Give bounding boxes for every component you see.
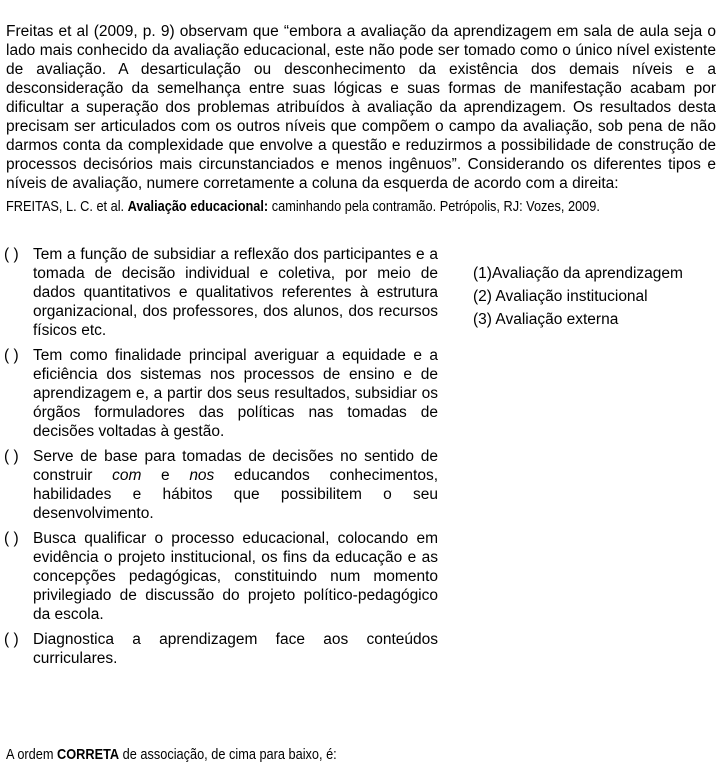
closing-suffix: de associação, de cima para baixo, é:: [119, 746, 337, 763]
list-item-text: Busca qualificar o processo educacional, colocando em evidência o projeto institucional, os fins da educação e as concepções pedagógicas, constituindo num momento privilegiado de discussão do projeto político-pedagógico da escola.: [33, 530, 438, 623]
item-text-segment: Serve de base para tomadas de decisões no sentido de construir: [33, 448, 438, 484]
option-item: (1)Avaliação da aprendizagem: [473, 265, 683, 282]
reference-title-bold: Avaliação educacional:: [127, 198, 269, 215]
option-item: (2) Avaliação institucional: [473, 288, 648, 305]
list-item-text: Tem a função de subsidiar a reflexão dos participantes e a tomada de decisão individual e coletiva, por meio de dados quantitativos e qualitativos referentes à estrutura organizacional, dos professores, dos alunos, dos recursos físicos etc.: [33, 246, 438, 339]
list-item-text: Tem como finalidade principal averiguar a equidade e a eficiência dos sistemas nos processos de ensino e de aprendizagem e, a partir dos seus resultados, subsidiar os órgãos formuladores das políticas nas tomadas de decisões voltadas à gestão.: [33, 347, 438, 440]
list-item: [4, 529, 438, 624]
reference-suffix: caminhando pela contramão. Petrópolis, RJ: Vozes, 2009.: [268, 198, 600, 215]
match-list: [4, 245, 438, 674]
closing-prefix: A ordem: [6, 746, 58, 763]
intro-paragraph: Freitas et al (2009, p. 9) observam que “embora a avaliação da aprendizagem em sala de aula seja o lado mais conhecido da avaliação educacional, este não pode ser tomado como o único nível existente de avaliação. A desarticulação ou desconhecimento da existência dos demais níveis e a desconsideração da semelhança entre suas lógicas e suas formas de manifestação acabam por dificultar a superação dos problemas atribuídos à avaliação da aprendizagem. Os resultados desta precisam ser articulados com os outros níveis que compõem o campo da avaliação, sob pena de não darmos conta da complexidade que envolve a questão e reduzirmos a possibilidade de construção de processos decisórios mais circunstanciados e menos ingênuos”. Considerando os diferentes tipos e níveis de avaliação, numere corretamente a coluna da esquerda de acordo com a direita:: [6, 22, 716, 192]
list-item: [4, 346, 438, 441]
option-item: (3) Avaliação externa: [473, 311, 619, 328]
reference-line: [6, 198, 600, 216]
answer-blank-marker: ( ): [4, 530, 19, 547]
list-item-text: [33, 447, 438, 523]
closing-line: [6, 746, 337, 764]
answer-blank-marker: ( ): [4, 347, 19, 364]
item-text-italic: nos: [189, 467, 215, 484]
options-column: [473, 262, 683, 331]
item-text-italic: com: [112, 467, 142, 484]
item-text-segment: educandos conhecimentos, habilidades e hábitos que possibilitem o seu desenvolvimento.: [33, 467, 439, 522]
list-item-text: Diagnostica a aprendizagem face aos conteúdos curriculares.: [33, 631, 438, 667]
answer-blank-marker: ( ): [4, 246, 19, 263]
answer-blank-marker: ( ): [4, 631, 19, 648]
list-item: [4, 447, 438, 523]
list-item: [4, 245, 438, 340]
closing-bold: CORRETA: [57, 746, 120, 763]
item-text-segment: e: [141, 467, 190, 484]
reference-prefix: FREITAS, L. C. et al.: [6, 198, 128, 215]
list-item: [4, 630, 438, 668]
answer-blank-marker: ( ): [4, 448, 19, 465]
